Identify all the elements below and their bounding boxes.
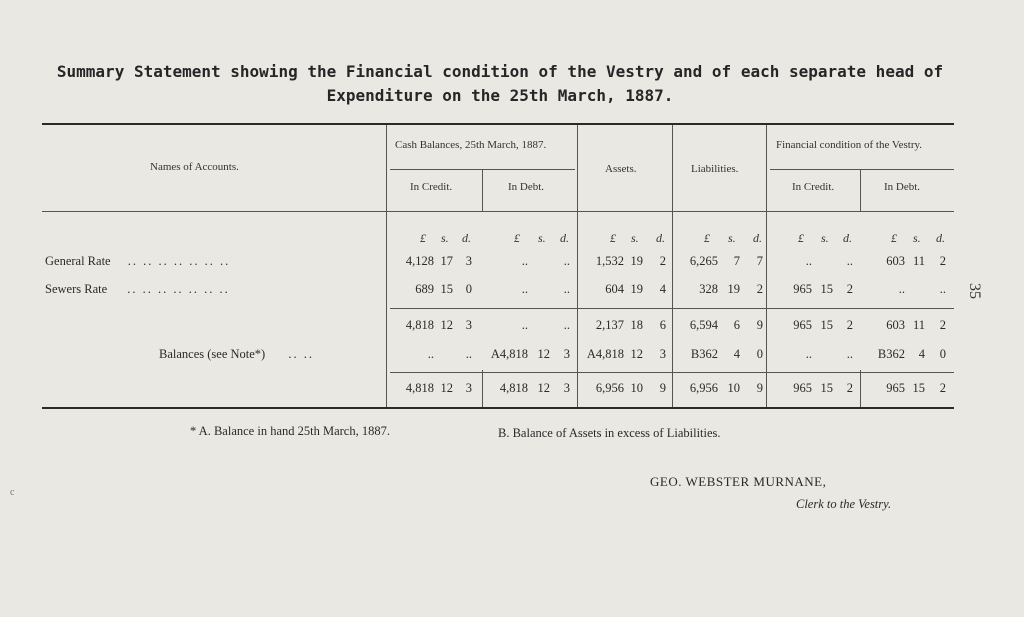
cell-shillings: 7: [733, 254, 740, 268]
table-bottom-rule: [42, 407, 954, 409]
cell-placeholder: ..: [465, 347, 472, 361]
cell-pence: 9: [659, 381, 666, 395]
unit-shilling: s.: [538, 231, 546, 245]
cell-shillings: 15: [820, 381, 833, 395]
cell-pounds: 603: [886, 318, 905, 332]
cell-pounds: 603: [886, 254, 905, 268]
col-divider: [577, 125, 578, 407]
header-fin-in-credit: In Credit.: [792, 181, 835, 193]
cell-shillings: 4: [918, 347, 925, 361]
cell-shillings: 18: [630, 318, 643, 332]
cell-placeholder: ..: [521, 282, 528, 296]
cell-shillings: 17: [440, 254, 453, 268]
header-in-credit: In Credit.: [410, 181, 453, 193]
header-subrule: [390, 169, 575, 170]
row-label-general-rate: [45, 254, 230, 269]
cell-pence: 2: [939, 318, 946, 332]
cell-pence: 3: [465, 381, 472, 395]
cell-pence: 2: [659, 254, 666, 268]
cell-pounds: 1,532: [595, 254, 624, 268]
cell-placeholder: ..: [939, 282, 946, 296]
col-divider: [482, 370, 483, 407]
row-label-text: General Rate: [45, 254, 111, 268]
dot-leader: .. ..: [288, 347, 314, 361]
cell-pounds: A4,818: [490, 347, 528, 361]
cell-shillings: 12: [440, 381, 453, 395]
signature-title: Clerk to the Vestry.: [796, 497, 892, 511]
unit-pence: d.: [656, 231, 665, 245]
cell-shillings: 19: [727, 282, 740, 296]
cell-pounds: 689: [415, 282, 434, 296]
table-top-rule: [42, 123, 954, 125]
header-cash-balances: Cash Balances, 25th March, 1887.: [395, 139, 547, 151]
cell-shillings: 12: [537, 347, 550, 361]
cell-pence: 3: [465, 318, 472, 332]
cell-placeholder: ..: [898, 282, 905, 296]
unit-pence: d.: [462, 231, 471, 245]
cell-pence: 3: [659, 347, 666, 361]
unit-pence: d.: [843, 231, 852, 245]
cell-pounds: 2,137: [595, 318, 624, 332]
cell-pence: 9: [756, 381, 763, 395]
col-divider: [860, 170, 861, 212]
cell-pounds: B362: [690, 347, 718, 361]
cell-placeholder: ..: [521, 318, 528, 332]
col-divider: [672, 125, 673, 407]
cell-pounds: 965: [793, 318, 812, 332]
unit-shilling: s.: [821, 231, 829, 245]
cell-pence: 2: [846, 282, 853, 296]
cell-pounds: 4,128: [405, 254, 434, 268]
cell-pounds: 965: [886, 381, 905, 395]
dot-leader: .. .. .. .. .. .. ..: [127, 254, 231, 268]
header-liabilities: Liabilities.: [691, 163, 739, 175]
cell-shillings: 15: [912, 381, 925, 395]
cell-pounds: 328: [699, 282, 718, 296]
col-divider: [860, 370, 861, 407]
dot-leader: .. .. .. .. .. .. ..: [127, 282, 230, 296]
cell-pence: 7: [756, 254, 763, 268]
cell-pence: 2: [756, 282, 763, 296]
unit-shilling: s.: [913, 231, 921, 245]
row-label-sewers-rate: [45, 282, 230, 297]
cell-pounds: 6,594: [689, 318, 718, 332]
unit-pence: d.: [936, 231, 945, 245]
total-rule: [390, 372, 954, 373]
cell-shillings: 15: [820, 318, 833, 332]
cell-placeholder: ..: [521, 254, 528, 268]
header-assets: Assets.: [605, 163, 637, 175]
cell-shillings: 12: [537, 381, 550, 395]
cell-placeholder: ..: [805, 347, 812, 361]
header-financial-condition: Financial condition of the Vestry.: [776, 139, 923, 151]
cell-pounds: 604: [605, 282, 624, 296]
cell-placeholder: ..: [563, 318, 570, 332]
cell-pounds: 6,265: [689, 254, 718, 268]
cell-pence: 9: [756, 318, 763, 332]
cell-shillings: 15: [440, 282, 453, 296]
subtotal-rule: [390, 308, 954, 309]
col-divider: [482, 170, 483, 212]
page-number: 35: [966, 283, 983, 299]
cell-pence: 3: [465, 254, 472, 268]
header-in-debt: In Debt.: [508, 181, 545, 193]
cell-placeholder: ..: [805, 254, 812, 268]
cell-shillings: 11: [912, 318, 925, 332]
cell-placeholder: ..: [427, 347, 434, 361]
row-label-balances: [159, 347, 314, 362]
footnote-a: * A. Balance in hand 25th March, 1887.: [190, 424, 390, 438]
cell-shillings: 12: [630, 347, 643, 361]
header-fin-in-debt: In Debt.: [884, 181, 921, 193]
cell-pounds: 4,818: [405, 318, 434, 332]
unit-shilling: s.: [631, 231, 639, 245]
unit-shilling: s.: [441, 231, 449, 245]
cell-pence: 0: [465, 282, 472, 296]
unit-pound: £: [420, 231, 426, 245]
cell-pence: 4: [659, 282, 666, 296]
cell-placeholder: ..: [846, 254, 853, 268]
header-bottom-rule: [42, 211, 386, 212]
unit-pence: d.: [753, 231, 762, 245]
cell-pence: 2: [846, 318, 853, 332]
footnote-b: B. Balance of Assets in excess of Liabilities.: [498, 426, 721, 440]
unit-pound: £: [610, 231, 616, 245]
unit-pence: d.: [560, 231, 569, 245]
cell-pence: 6: [659, 318, 666, 332]
unit-pound: £: [798, 231, 804, 245]
cell-shillings: 12: [440, 318, 453, 332]
cell-pence: 2: [939, 254, 946, 268]
cell-shillings: 19: [630, 254, 643, 268]
cell-pounds: 6,956: [595, 381, 624, 395]
cell-pence: 0: [756, 347, 763, 361]
cell-shillings: 19: [630, 282, 643, 296]
col-divider: [766, 125, 767, 407]
cell-pounds: 6,956: [689, 381, 718, 395]
cell-pounds: B362: [877, 347, 905, 361]
cell-pounds: A4,818: [586, 347, 624, 361]
cell-placeholder: ..: [563, 282, 570, 296]
row-label-text: Balances (see Note*): [159, 347, 266, 361]
col-divider: [386, 125, 387, 407]
unit-pound: £: [704, 231, 710, 245]
cell-placeholder: ..: [563, 254, 570, 268]
cell-shillings: 10: [727, 381, 740, 395]
header-subrule: [770, 169, 954, 170]
row-label-text: Sewers Rate: [45, 282, 108, 296]
unit-shilling: s.: [728, 231, 736, 245]
cell-shillings: 4: [733, 347, 740, 361]
signature-name: GEO. WEBSTER MURNANE,: [650, 474, 827, 489]
page-title: Summary Statement showing the Financial condition of the Vestry and of each separate head of Expenditure on the 25th March, 1887.: [56, 62, 944, 105]
cell-pence: 2: [939, 381, 946, 395]
cell-pounds: 965: [793, 282, 812, 296]
cell-pence: 0: [939, 347, 946, 361]
margin-mark: c: [10, 487, 15, 498]
cell-pence: 3: [563, 347, 570, 361]
cell-shillings: 10: [630, 381, 643, 395]
cell-shillings: 6: [733, 318, 740, 332]
cell-pounds: 965: [793, 381, 812, 395]
unit-pound: £: [514, 231, 520, 245]
header-bottom-rule: [386, 211, 954, 212]
cell-pounds: 4,818: [405, 381, 434, 395]
header-names: Names of Accounts.: [150, 161, 239, 173]
cell-pence: 3: [563, 381, 570, 395]
cell-shillings: 15: [820, 282, 833, 296]
cell-placeholder: ..: [846, 347, 853, 361]
cell-pence: 2: [846, 381, 853, 395]
cell-pounds: 4,818: [499, 381, 528, 395]
unit-pound: £: [891, 231, 897, 245]
cell-shillings: 11: [912, 254, 925, 268]
